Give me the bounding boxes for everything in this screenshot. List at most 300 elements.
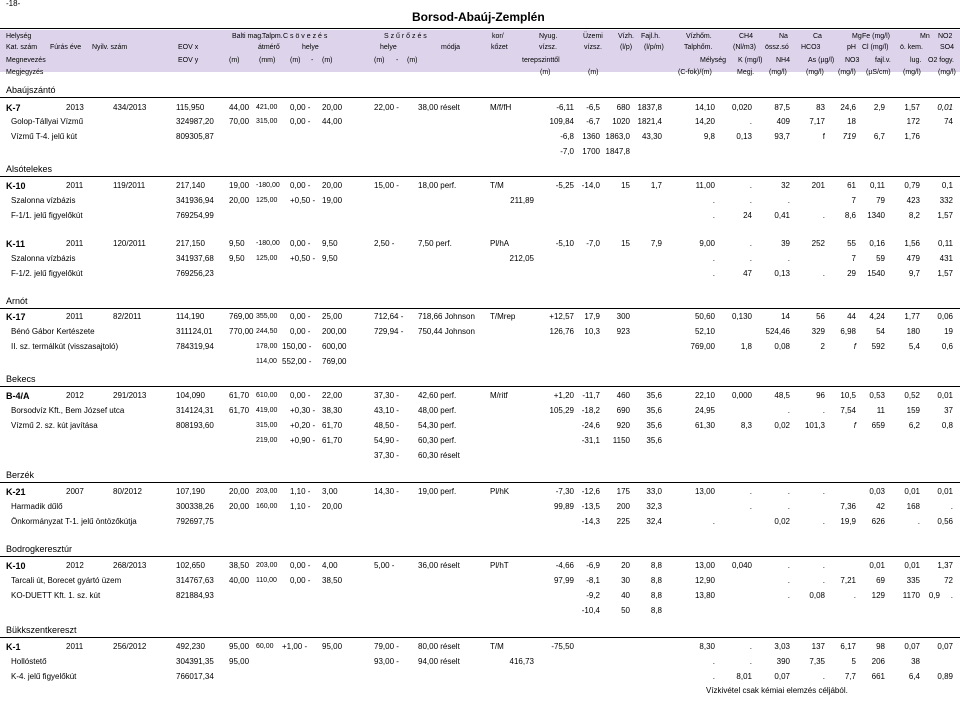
header-row1-cell: Helység: [6, 33, 32, 40]
header-row3-cell: (m): [290, 57, 301, 64]
table-cell: 808193,60: [176, 421, 214, 430]
table-cell: 0,01: [904, 561, 920, 570]
table-cell: 0,16: [869, 239, 885, 248]
county-title: Borsod-Abaúj-Zemplén: [412, 10, 545, 24]
table-cell: 9,50: [229, 254, 245, 263]
table-cell: 110,00: [256, 577, 277, 584]
section-rule: [0, 308, 960, 309]
header-row3-cell: (mm): [259, 57, 276, 64]
table-cell: .: [822, 672, 825, 681]
table-cell: 17,9: [584, 312, 600, 321]
table-cell: 61,70: [229, 391, 250, 400]
table-cell: 101,3: [804, 421, 825, 430]
table-cell: 54,30 perf.: [418, 421, 457, 430]
table-cell: 1847,8: [605, 147, 630, 156]
table-cell: 107,190: [176, 487, 205, 496]
header-row1-cell: Balti mag.: [232, 33, 264, 40]
table-cell: 9,7: [908, 269, 920, 278]
table-cell: 0,07: [904, 642, 920, 651]
header-row4-cell: (mg/l): [903, 69, 921, 76]
table-cell: 14,30 -: [374, 487, 399, 496]
table-cell: .: [787, 591, 790, 600]
table-cell: +1,00 -: [282, 642, 308, 651]
table-cell: 1170: [902, 591, 920, 600]
table-cell: 11,00: [695, 181, 715, 190]
table-cell: 24,95: [694, 406, 715, 415]
table-cell: 1,57: [937, 211, 953, 220]
table-cell: .: [749, 254, 752, 263]
table-cell: 12,90: [694, 576, 715, 585]
table-cell: 40,00: [229, 576, 250, 585]
table-cell: .: [950, 591, 953, 600]
table-cell: 300338,26: [176, 502, 214, 511]
table-cell: Bénó Gábor Kertészete: [11, 327, 95, 336]
table-cell: Pl/hK: [490, 487, 510, 496]
header-row4-cell: Megj.: [737, 69, 755, 76]
header-row3-cell: EOV y: [178, 57, 199, 64]
table-cell: 423: [906, 196, 920, 205]
town-name: Alsótelekes: [6, 164, 53, 174]
table-cell: 159: [906, 406, 920, 415]
table-cell: 7,21: [840, 576, 856, 585]
table-cell: 14,20: [694, 117, 715, 126]
table-cell: 291/2013: [113, 391, 147, 400]
table-cell: 244,50: [256, 328, 278, 335]
table-cell: 0,130: [731, 312, 752, 321]
table-cell: 600,00: [322, 342, 347, 351]
table-cell: 0,02: [774, 421, 790, 430]
table-cell: 98: [876, 642, 885, 651]
header-row1-cell: Nyug.: [539, 33, 558, 40]
table-cell: 96: [816, 391, 825, 400]
table-cell: 661: [871, 672, 885, 681]
header-row2-cell: (Nl/m3): [733, 44, 756, 51]
table-cell: .: [787, 196, 790, 205]
table-cell: 2011: [66, 312, 84, 321]
table-cell: +1,20: [553, 391, 574, 400]
table-cell: Szalonna vízbázis: [11, 196, 76, 205]
header-row3-cell: -: [311, 57, 314, 64]
table-cell: 311124,01: [176, 327, 213, 336]
table-cell: 15: [621, 239, 630, 248]
table-cell: .: [749, 181, 752, 190]
table-cell: +12,57: [549, 312, 574, 321]
table-cell: K-4. jelű figyelőkút: [11, 672, 77, 681]
table-cell: 821884,93: [176, 591, 214, 600]
table-cell: 203,00: [256, 562, 278, 569]
table-cell: 300: [616, 312, 630, 321]
table-cell: .: [787, 254, 790, 263]
header-row1-cell: kor/: [492, 33, 504, 40]
table-cell: 552,00 -: [282, 357, 312, 366]
header-row3-cell: Megnevezés: [6, 57, 46, 64]
table-cell: 750,44 Johnson: [418, 327, 475, 336]
table-cell: 9,8: [703, 132, 715, 141]
table-cell: 0,53: [869, 391, 885, 400]
table-cell: 9,50: [322, 254, 338, 263]
table-cell: 769,00: [690, 342, 715, 351]
table-cell: 1020: [612, 117, 630, 126]
table-cell: 0,00 -: [290, 561, 311, 570]
table-cell: f: [853, 421, 856, 430]
header-row2-cell: pH: [847, 44, 856, 51]
table-cell: 0,000: [731, 391, 752, 400]
table-cell: 1,57: [904, 103, 920, 112]
table-cell: 1837,8: [637, 103, 662, 112]
table-cell: .: [749, 196, 752, 205]
table-cell: 13,00: [694, 561, 715, 570]
table-cell: 20,00: [229, 487, 250, 496]
table-cell: 38: [911, 657, 920, 666]
table-cell: f: [853, 342, 856, 351]
table-cell: 769254,99: [176, 211, 214, 220]
header-row1-cell: Vízh.: [618, 33, 634, 40]
header-row1-cell: Na: [779, 33, 788, 40]
table-cell: 2011: [66, 642, 84, 651]
table-cell: 2,50 -: [374, 239, 395, 248]
table-cell: 74: [944, 117, 953, 126]
table-cell: KO-DUETT Kft. 1. sz. kút: [11, 591, 101, 600]
header-row2-cell: Talphőm.: [684, 44, 713, 51]
table-cell: 95,00: [322, 642, 343, 651]
table-cell: 56: [816, 312, 825, 321]
table-cell: 7,36: [840, 502, 856, 511]
table-cell: 1,10 -: [290, 487, 311, 496]
table-cell: 115,950: [176, 103, 205, 112]
table-cell: 1,56: [904, 239, 920, 248]
header-row4-cell: (mg/l): [769, 69, 787, 76]
table-cell: Pl/hA: [490, 239, 510, 248]
table-cell: 460: [616, 391, 630, 400]
table-cell: 0,01: [937, 487, 953, 496]
table-cell: 1,37: [937, 561, 953, 570]
well-code: K-10: [6, 561, 26, 571]
table-cell: -8,1: [586, 576, 600, 585]
table-cell: 32: [781, 181, 790, 190]
table-cell: 93,00 -: [374, 657, 399, 666]
header-row3-cell: Mélység: [700, 57, 727, 64]
table-cell: 32,3: [646, 502, 662, 511]
table-cell: 0,08: [774, 342, 790, 351]
table-cell: 120/2011: [113, 239, 146, 248]
table-cell: f: [822, 132, 825, 141]
town-name: Bodrogkeresztúr: [6, 544, 73, 554]
table-cell: 2011: [66, 181, 84, 190]
table-cell: 79,00 -: [374, 642, 399, 651]
table-cell: 0,00 -: [290, 312, 311, 321]
well-code: K-17: [6, 312, 26, 322]
table-cell: T/M: [490, 181, 504, 190]
table-cell: 792697,75: [176, 517, 214, 526]
table-cell: 434/2013: [113, 103, 147, 112]
table-cell: 178,00: [256, 343, 278, 350]
table-cell: -5,25: [555, 181, 574, 190]
table-cell: 0,03: [869, 487, 885, 496]
table-cell: 2007: [66, 487, 84, 496]
table-cell: -6,5: [586, 103, 600, 112]
table-cell: 769,00: [322, 357, 347, 366]
table-cell: 769,00: [229, 312, 254, 321]
table-cell: 94,00 réselt: [418, 657, 460, 666]
table-cell: 225: [616, 517, 630, 526]
town-name: Arnót: [6, 296, 28, 306]
table-cell: 324987,20: [176, 117, 214, 126]
table-cell: 13,80: [694, 591, 715, 600]
table-cell: 47: [743, 269, 752, 278]
table-cell: 20,00: [322, 181, 343, 190]
header-row3-cell: terepszinttől: [522, 57, 560, 64]
header-row1-cell: Üzemi: [583, 33, 603, 40]
table-cell: Borsodvíz Kft., Bem József utca: [11, 406, 125, 415]
table-cell: 7,7: [844, 672, 856, 681]
table-cell: -24,6: [581, 421, 600, 430]
header-row3-cell: (m): [229, 57, 240, 64]
table-cell: 7,17: [809, 117, 825, 126]
table-cell: 0,00 -: [290, 103, 311, 112]
header-row2-cell: ö. kem.: [900, 44, 923, 51]
table-cell: 923: [616, 327, 630, 336]
table-cell: 33,0: [646, 487, 662, 496]
section-rule: [0, 637, 960, 638]
table-cell: +0,30 -: [290, 406, 316, 415]
table-cell: .: [822, 487, 825, 496]
table-cell: .: [712, 196, 715, 205]
table-cell: 314124,31: [176, 406, 214, 415]
table-cell: 126,76: [549, 327, 574, 336]
table-cell: .: [712, 269, 715, 278]
table-cell: 30: [621, 576, 630, 585]
table-cell: 60,30 perf.: [418, 436, 457, 445]
table-cell: 3,00: [322, 487, 338, 496]
table-cell: 25,00: [322, 312, 343, 321]
table-cell: 5: [851, 657, 856, 666]
table-cell: 315,00: [256, 118, 278, 125]
table-cell: 610,00: [256, 392, 278, 399]
table-cell: +0,90 -: [290, 436, 316, 445]
table-cell: 37,30 -: [374, 391, 399, 400]
table-cell: 1150: [612, 436, 630, 445]
table-cell: 7: [851, 254, 856, 263]
table-cell: F-1/1. jelű figyelőkút: [11, 211, 83, 220]
table-cell: 44: [847, 312, 856, 321]
table-cell: .: [822, 211, 825, 220]
table-cell: 93,7: [774, 132, 790, 141]
header-row4-cell: Megjegyzés: [6, 69, 44, 76]
table-cell: 1340: [867, 211, 885, 220]
table-cell: 1360: [582, 132, 600, 141]
table-cell: 37: [944, 406, 953, 415]
table-cell: 0,1: [941, 181, 953, 190]
table-cell: 61,70: [229, 406, 250, 415]
table-cell: .: [822, 517, 825, 526]
header-row4-cell: (mg/l): [838, 69, 856, 76]
table-cell: 48,5: [774, 391, 790, 400]
table-cell: 39: [781, 239, 790, 248]
table-cell: 80,00 réselt: [418, 642, 460, 651]
table-cell: .: [712, 254, 715, 263]
table-cell: 0,08: [809, 591, 825, 600]
table-cell: 61: [847, 181, 856, 190]
table-cell: 268/2013: [113, 561, 147, 570]
table-cell: 8,8: [650, 576, 662, 585]
table-cell: 304391,35: [176, 657, 214, 666]
header-row1-cell: Fe (mg/l): [862, 33, 890, 40]
table-cell: 48,00 perf.: [418, 406, 457, 415]
table-cell: 211,89: [510, 196, 534, 205]
table-cell: 217,140: [176, 181, 205, 190]
town-name: Berzék: [6, 470, 35, 480]
header-row2-cell: Cl (mg/l): [862, 44, 889, 51]
table-cell: 0,79: [904, 181, 920, 190]
table-cell: 42: [876, 502, 885, 511]
table-cell: 0,01: [937, 391, 953, 400]
table-cell: 175: [616, 487, 630, 496]
table-cell: 212,05: [509, 254, 534, 263]
table-cell: 332: [939, 196, 953, 205]
table-cell: 592: [871, 342, 885, 351]
header-row2-cell: Nyilv. szám: [92, 44, 128, 51]
header-row2-cell: EOV x: [178, 44, 199, 51]
table-cell: 55: [847, 239, 856, 248]
table-cell: 0,00 -: [290, 576, 311, 585]
table-cell: 0,01: [904, 487, 920, 496]
header-row1-cell: CH4: [739, 33, 754, 40]
table-cell: 341936,94: [176, 196, 214, 205]
table-cell: 80/2012: [113, 487, 142, 496]
table-cell: -5,10: [555, 239, 574, 248]
table-cell: .: [712, 211, 715, 220]
table-cell: 329: [811, 327, 825, 336]
table-cell: 79: [876, 196, 885, 205]
table-cell: Szalonna vízbázis: [11, 254, 76, 263]
table-cell: 0,020: [731, 103, 752, 112]
table-cell: -6,9: [586, 561, 600, 570]
table-cell: 0,07: [774, 672, 790, 681]
table-cell: 5,00 -: [374, 561, 395, 570]
table-cell: 72: [944, 576, 953, 585]
table-cell: 0,01: [937, 103, 953, 112]
table-cell: 18,00 perf.: [418, 181, 457, 190]
table-cell: .: [787, 487, 790, 496]
table-cell: 9,50: [229, 239, 245, 248]
table-cell: 719: [842, 132, 856, 141]
table-cell: .: [712, 672, 715, 681]
table-cell: 20,00: [322, 103, 343, 112]
table-cell: 390: [776, 657, 790, 666]
table-cell: 35,6: [646, 406, 662, 415]
table-cell: 0,6: [941, 342, 953, 351]
header-row1-cell: Mg: [852, 33, 862, 40]
table-cell: -4,66: [555, 561, 574, 570]
table-cell: 95,00: [229, 642, 250, 651]
table-cell: 61,70: [322, 436, 343, 445]
table-cell: 35,6: [646, 391, 662, 400]
table-cell: 22,00: [322, 391, 343, 400]
header-row3-cell: K (mg/l): [738, 57, 763, 64]
table-cell: -7,30: [555, 487, 574, 496]
table-cell: 168: [906, 502, 920, 511]
header-row4-cell: (µS/cm): [866, 69, 891, 76]
table-cell: 24,6: [840, 103, 856, 112]
table-cell: 200,00: [322, 327, 347, 336]
table-cell: 217,150: [176, 239, 205, 248]
table-cell: 35,6: [646, 436, 662, 445]
table-cell: 203,00: [256, 488, 278, 495]
table-cell: -6,8: [560, 132, 574, 141]
table-cell: 105,29: [549, 406, 574, 415]
table-cell: 769256,23: [176, 269, 214, 278]
table-cell: 8,8: [650, 591, 662, 600]
header-row2-cell: módja: [441, 44, 461, 51]
table-cell: 0,07: [937, 642, 953, 651]
header-row3-cell: (m): [322, 57, 333, 64]
table-cell: Golop-Tállyai Vízmű: [11, 117, 84, 126]
table-cell: 335: [906, 576, 920, 585]
table-cell: .: [822, 576, 825, 585]
table-cell: 125,00: [256, 255, 278, 262]
table-cell: 0,13: [736, 132, 752, 141]
table-cell: 341937,68: [176, 254, 214, 263]
table-cell: 419,00: [256, 407, 278, 414]
table-cell: .: [950, 502, 953, 511]
table-cell: -12,6: [581, 487, 600, 496]
table-cell: 48,50 -: [374, 421, 399, 430]
table-cell: T/M: [490, 642, 504, 651]
table-cell: 102,650: [176, 561, 205, 570]
table-cell: -14,3: [581, 517, 600, 526]
table-cell: 0,040: [731, 561, 752, 570]
table-cell: 20: [621, 561, 630, 570]
table-cell: 95,00: [229, 657, 250, 666]
table-cell: 114,190: [176, 312, 205, 321]
table-cell: Vízmű T-4. jelű kút: [11, 132, 78, 141]
table-cell: 252: [811, 239, 825, 248]
town-name: Bükkszentkereszt: [6, 625, 77, 635]
table-cell: 19,9: [840, 517, 856, 526]
table-cell: .: [749, 487, 752, 496]
table-cell: 14,10: [694, 103, 715, 112]
table-cell: -6,7: [586, 117, 600, 126]
table-cell: -7,0: [560, 147, 574, 156]
table-cell: 314767,63: [176, 576, 214, 585]
header-top-rule: [0, 28, 960, 29]
table-cell: 7,9: [650, 239, 662, 248]
table-cell: 7,35: [809, 657, 825, 666]
table-cell: 129: [871, 591, 885, 600]
table-cell: 114,00: [256, 358, 277, 365]
table-cell: 10,5: [840, 391, 856, 400]
table-cell: .: [822, 406, 825, 415]
header-row3-cell: (m): [374, 57, 385, 64]
table-cell: 11: [876, 406, 885, 415]
table-cell: 52,10: [694, 327, 715, 336]
well-code: K-10: [6, 181, 26, 191]
header-row4-cell: (m): [588, 69, 599, 76]
table-cell: 2: [820, 342, 825, 351]
table-cell: 0,89: [937, 672, 953, 681]
table-cell: .: [853, 591, 856, 600]
table-cell: -180,00: [256, 182, 280, 189]
table-cell: 1,76: [904, 132, 920, 141]
table-cell: T/Mrep: [490, 312, 516, 321]
table-cell: -9,2: [586, 591, 600, 600]
table-cell: 38,30: [322, 406, 343, 415]
header-row1-cell: Fajl.h.: [641, 33, 661, 40]
table-cell: 15: [621, 181, 630, 190]
section-rule: [0, 556, 960, 557]
table-cell: 44,00: [229, 103, 250, 112]
table-cell: 43,30: [641, 132, 662, 141]
